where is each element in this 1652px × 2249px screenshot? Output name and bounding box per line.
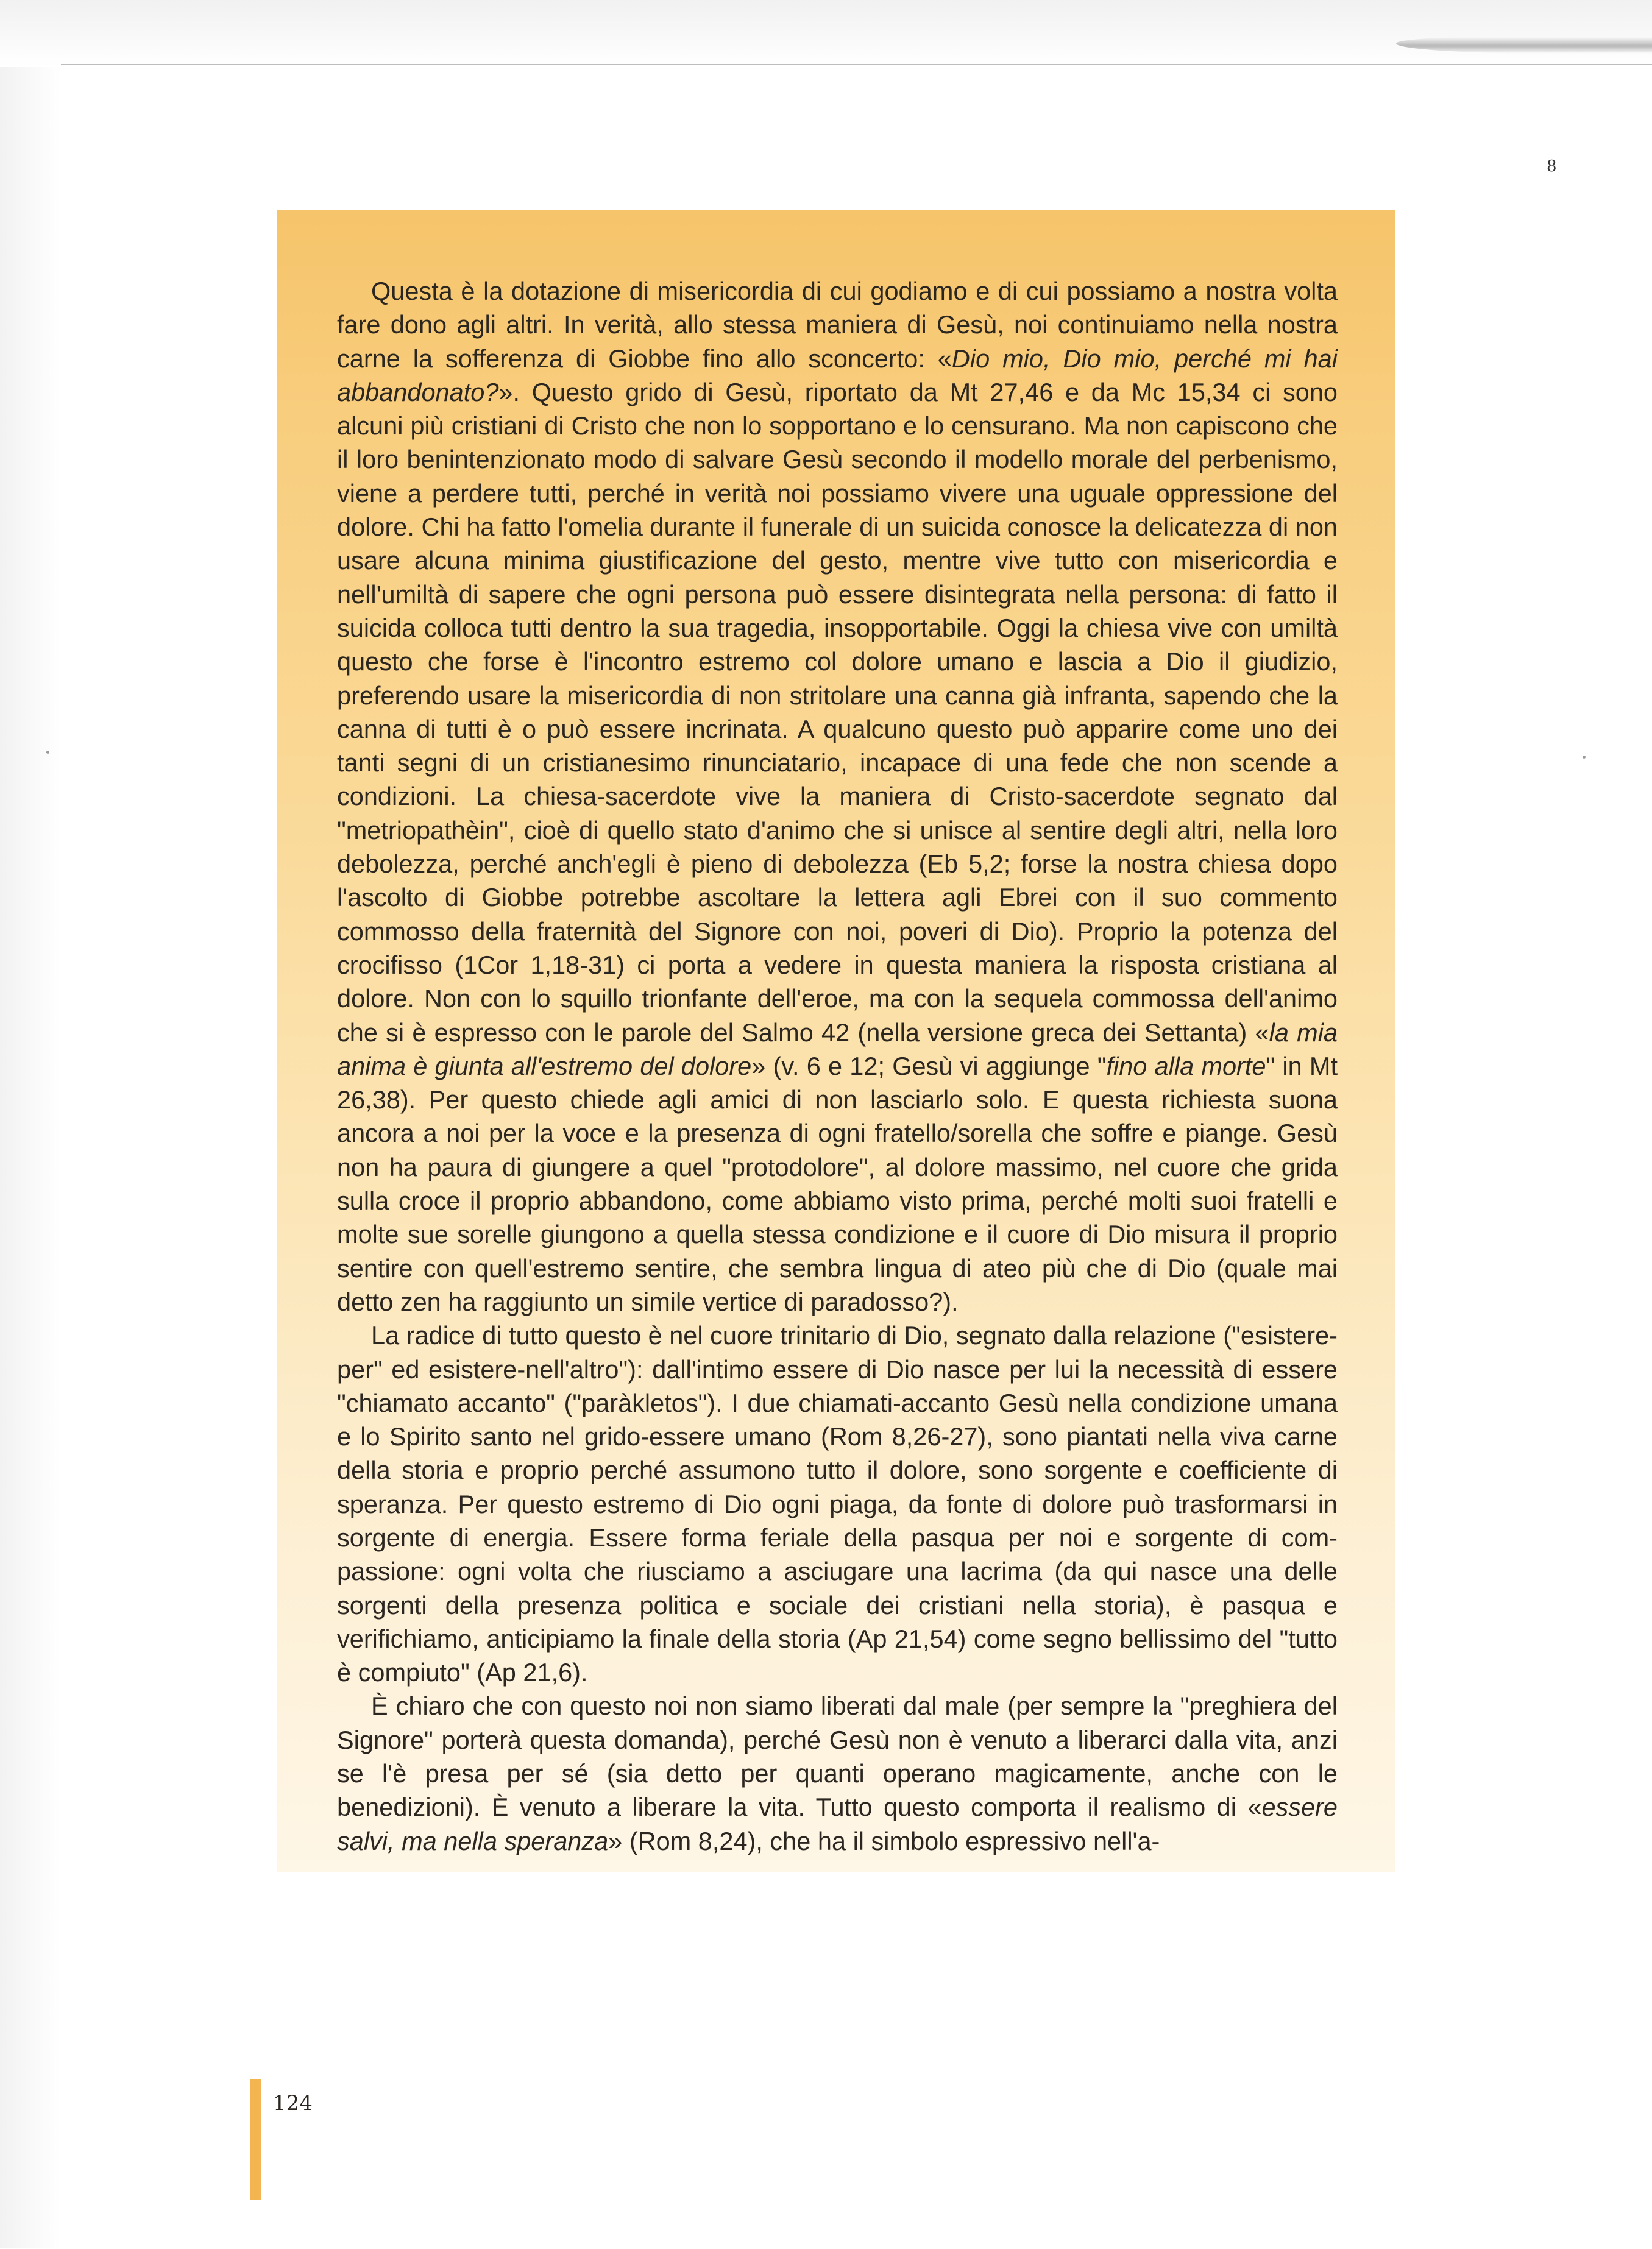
quote-salvi-speranza: essere salvi, ma nella speranza xyxy=(337,1793,1338,1855)
paragraph-1-text-b: ». Questo grido di Gesù, riportato da Mt 27,46 e da Mc 15,34 ci sono alcuni più cristiani di Cristo che non lo sopportano e lo censurano. Ma non capiscono che il loro benintenzionato modo di salvare Gesù secondo il modello morale del perbenismo, viene a perdere tutti, perché in verità noi possiamo vivere una uguale oppressione del dolore. Chi ha fatto l'omelia durante il funerale di un suicida conosce la delicatezza di non usare alcuna minima giustificazione del gesto, mentre vive tutto con misericordia e nell'umiltà di sapere che ogni persona può essere disintegrata nella persona: di fatto il suicida colloca tutti dentro la sua tragedia, insopportabile. Oggi la chiesa vive con umiltà questo che forse è l'incontro estremo col dolore umano e lascia a Dio il giudizio, preferendo usare la misericordia di non stritolare una canna già infranta, sapendo che la canna di tutti è o può essere incrinata. A qualcuno questo può apparire come uno dei tanti segni di un cristianesimo rinunciatario, incapace di una fede che non scende a condizioni. La chiesa-sacerdote vive la maniera di Cristo-sacerdote segnato dal "metriopathèin", cioè di quello stato d'animo che si unisce al sentire degli altri, nella loro debolezza, perché anch'egli è pieno di debolezza (Eb 5,2; forse la nostra chiesa dopo l'ascolto di Giobbe potrebbe ascoltare la lettera agli Ebrei con il suo commento commosso della fraternità del Signore con noi, poveri di Dio). Proprio la potenza del crocifisso (1Cor 1,18-31) ci porta a vedere in questa maniera la risposta cristiana al dolore. Non con lo squillo trionfante dell'eroe, ma con la sequela commossa dell'animo che si è espresso con le parole del Salmo 42 (nella versione greca dei Settanta) « xyxy=(337,377,1338,1047)
quote-salmo-42: la mia anima è giunta all'estremo del dolore xyxy=(337,1018,1338,1080)
scan-speck xyxy=(46,751,49,754)
scan-left-shadow xyxy=(0,0,61,2248)
paragraph-3-text-b: » (Rom 8,24), che ha il simbolo espressivo nell'a- xyxy=(608,1826,1160,1855)
paragraph-1 xyxy=(337,274,1338,1319)
paragraph-3-text-a: È chiaro che con questo noi non siamo liberati dal male (per sempre la "preghiera del Signore" porterà questa domanda), perché Gesù non è venuto a liberarci dalla vita, anzi se l'è presa per sé (sia detto per quanti operano magicamente, anche con le benedizioni). È venuto a liberare la vita. Tutto questo comporta il realismo di « xyxy=(337,1691,1338,1822)
paragraph-2: La radice di tutto questo è nel cuore trinitario di Dio, segnato dalla relazione ("esistere-per" ed esistere-nell'altro"): dall'intimo essere di Dio nasce per lui la necessità di essere "chiamato accanto" ("paràkletos"). I due chiamati-accanto Gesù nella condizione umana e lo Spirito santo nel grido-essere umano (Rom 8,26-27), sono piantati nella viva carne della storia e proprio perché assumono tutto il dolore, sono sorgente e coefficiente di speranza. Per questo estremo di Dio ogni piaga, da fonte di dolore può trasformarsi in sorgente di energia. Essere forma feriale della pasqua per noi e sorgente di com-passione: ogni volta che riusciamo a asciugare una lacrima (da qui nasce una delle sorgenti della presenza politica e sociale dei cristiani nella storia), è pasqua e verifichiamo, anticipiamo la finale della storia (Ap 21,54) come segno bellissimo del "tutto è compiuto" (Ap 21,6). xyxy=(337,1321,1338,1687)
paragraph-1-text-a: Questa è la dotazione di misericordia di cui godiamo e di cui possiamo a nostra volta fare dono agli altri. In verità, allo stessa maniera di Gesù, noi continuiamo nella nostra carne la sofferenza di Giobbe fino allo sconcerto: « xyxy=(337,277,1338,373)
paragraph-1-text-c: » (v. 6 e 12; Gesù vi aggiunge " xyxy=(751,1051,1107,1080)
page-number-accent-bar xyxy=(250,2079,261,2200)
quote-dio-mio: Dio mio, Dio mio, perché mi hai abbandonato? xyxy=(337,344,1338,406)
page-number: 124 xyxy=(273,2091,313,2116)
scan-top-shadow xyxy=(0,0,1652,67)
body-text xyxy=(337,274,1338,1858)
chapter-number: 8 xyxy=(1547,157,1557,175)
scan-speck xyxy=(1583,756,1586,759)
paragraph-1-text-d: " in Mt 26,38). Per questo chiede agli amici di non lasciarlo solo. E questa richiesta suona ancora a noi per la voce e la presenza di ogni fratello/sorella che soffre e piange. Gesù non ha paura di giungere a quel "protodolore", al dolore massimo, nel cuore che grida sulla croce il proprio abbandono, come abbiamo visto prima, perché molti suoi fratelli e molte sue sorelle giungono a quella stessa condizione e il cuore di Dio misura il proprio sentire con quell'estremo sentire, che sembra lingua di ateo più che di Dio (quale mai detto zen ha raggiunto un simile vertice di paradosso?). xyxy=(337,1051,1338,1316)
quote-fino-alla-morte: fino alla morte xyxy=(1106,1051,1266,1080)
paragraph-3 xyxy=(337,1689,1338,1857)
